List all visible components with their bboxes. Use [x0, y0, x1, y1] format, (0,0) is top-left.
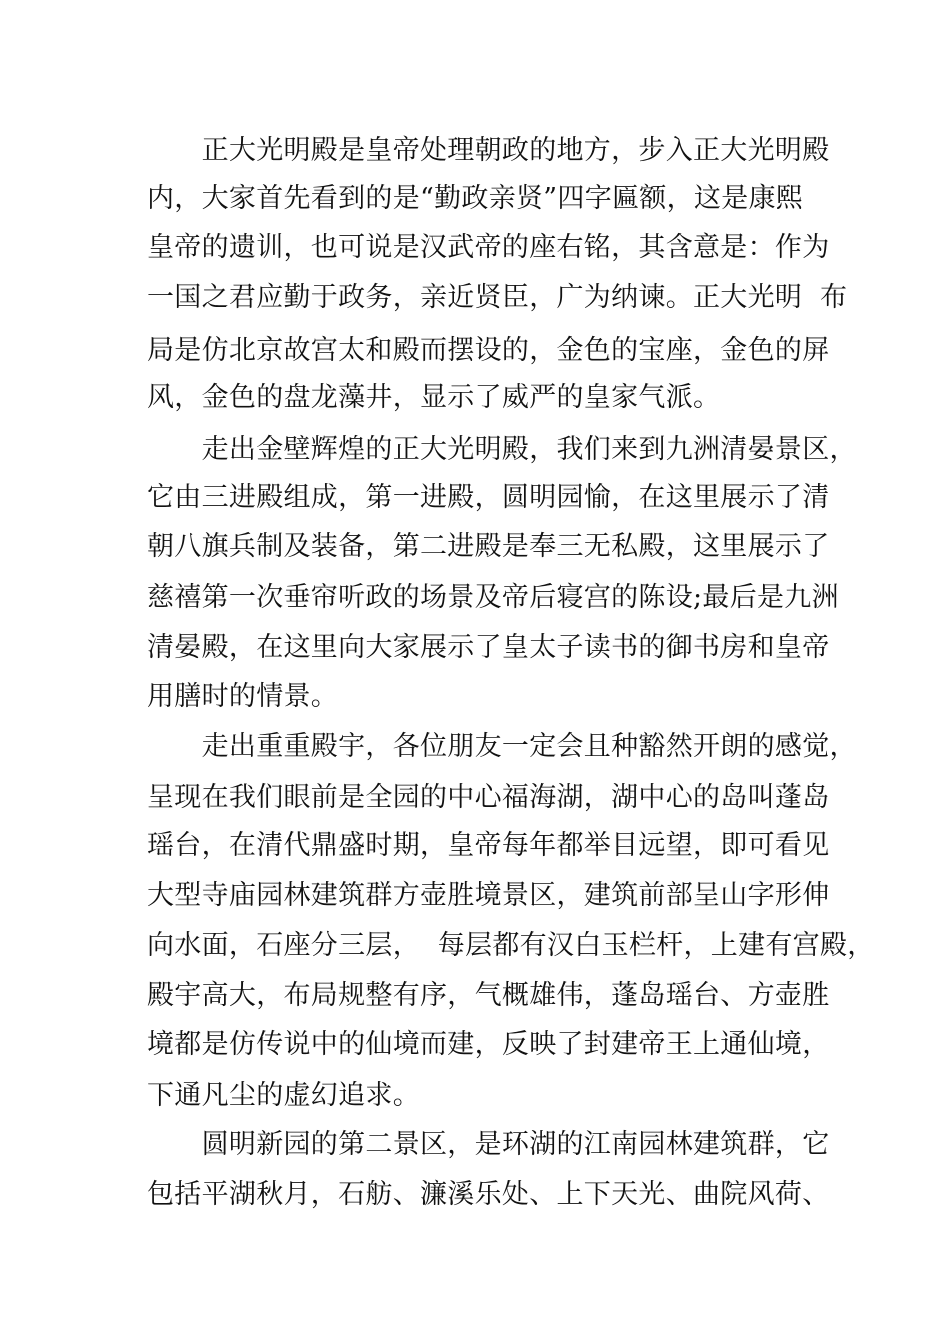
text-line: 瑶台，在清代鼎盛时期，皇帝每年都举目远望，即可看见	[147, 830, 830, 861]
text-line: 境都是仿传说中的仙境而建，反映了封建帝王上通仙境，	[147, 1029, 830, 1060]
text-line: 走出金壁辉煌的正大光明殿，我们来到九洲清晏景区，	[147, 434, 857, 465]
text-line: 走出重重殿宇，各位朋友一定会且种豁然开朗的感觉，	[147, 731, 857, 762]
text-line: 它由三进殿组成，第一进殿，圆明园愉，在这里展示了清	[147, 482, 830, 513]
text-line: 局是仿北京故宫太和殿而摆设的，金色的宝座，金色的屏	[147, 335, 830, 366]
text-line: 用膳时的情景。	[147, 681, 339, 712]
text-line: 正大光明殿是皇帝处理朝政的地方，步入正大光明殿	[147, 135, 830, 166]
text-line: 清晏殿，在这里向大家展示了皇太子读书的御书房和皇帝	[147, 632, 830, 663]
text-line: 大型寺庙园林建筑群方壶胜境景区，建筑前部呈山字形伸	[147, 880, 830, 911]
text-line: 下通凡尘的虚幻追求。	[147, 1080, 420, 1111]
text-line: 皇帝的遗训，也可说是汉武帝的座右铭，其含意是：作为	[147, 232, 830, 263]
text-line: 向水面，石座分三层， 每层都有汉白玉栏杆，上建有宫殿，	[147, 930, 875, 961]
text-line: 殿宇高大，布局规整有序，气概雄伟，蓬岛瑶台、方壶胜	[147, 980, 830, 1011]
text-line: 呈现在我们眼前是全园的中心福海湖，湖中心的岛叫蓬岛	[147, 782, 830, 813]
text-line: 内，大家首先看到的是“勤政亲贤”四字匾额，这是康熙	[147, 183, 804, 214]
text-line: 慈禧第一次垂帘听政的场景及帝后寝宫的陈设;最后是九洲	[147, 582, 839, 613]
text-line: 朝八旗兵制及装备，第二进殿是奉三无私殿，这里展示了	[147, 531, 830, 562]
text-line: 风，金色的盘龙藻井，显示了威严的皇家气派。	[147, 382, 721, 413]
text-line: 一国之君应勤于政务，亲近贤臣，广为纳谏。正大光明 布	[147, 282, 848, 313]
text-line: 圆明新园的第二景区，是环湖的江南园林建筑群，它	[147, 1129, 830, 1160]
text-line: 包括平湖秋月，石舫、濂溪乐处、上下天光、曲院风荷、	[147, 1179, 830, 1210]
